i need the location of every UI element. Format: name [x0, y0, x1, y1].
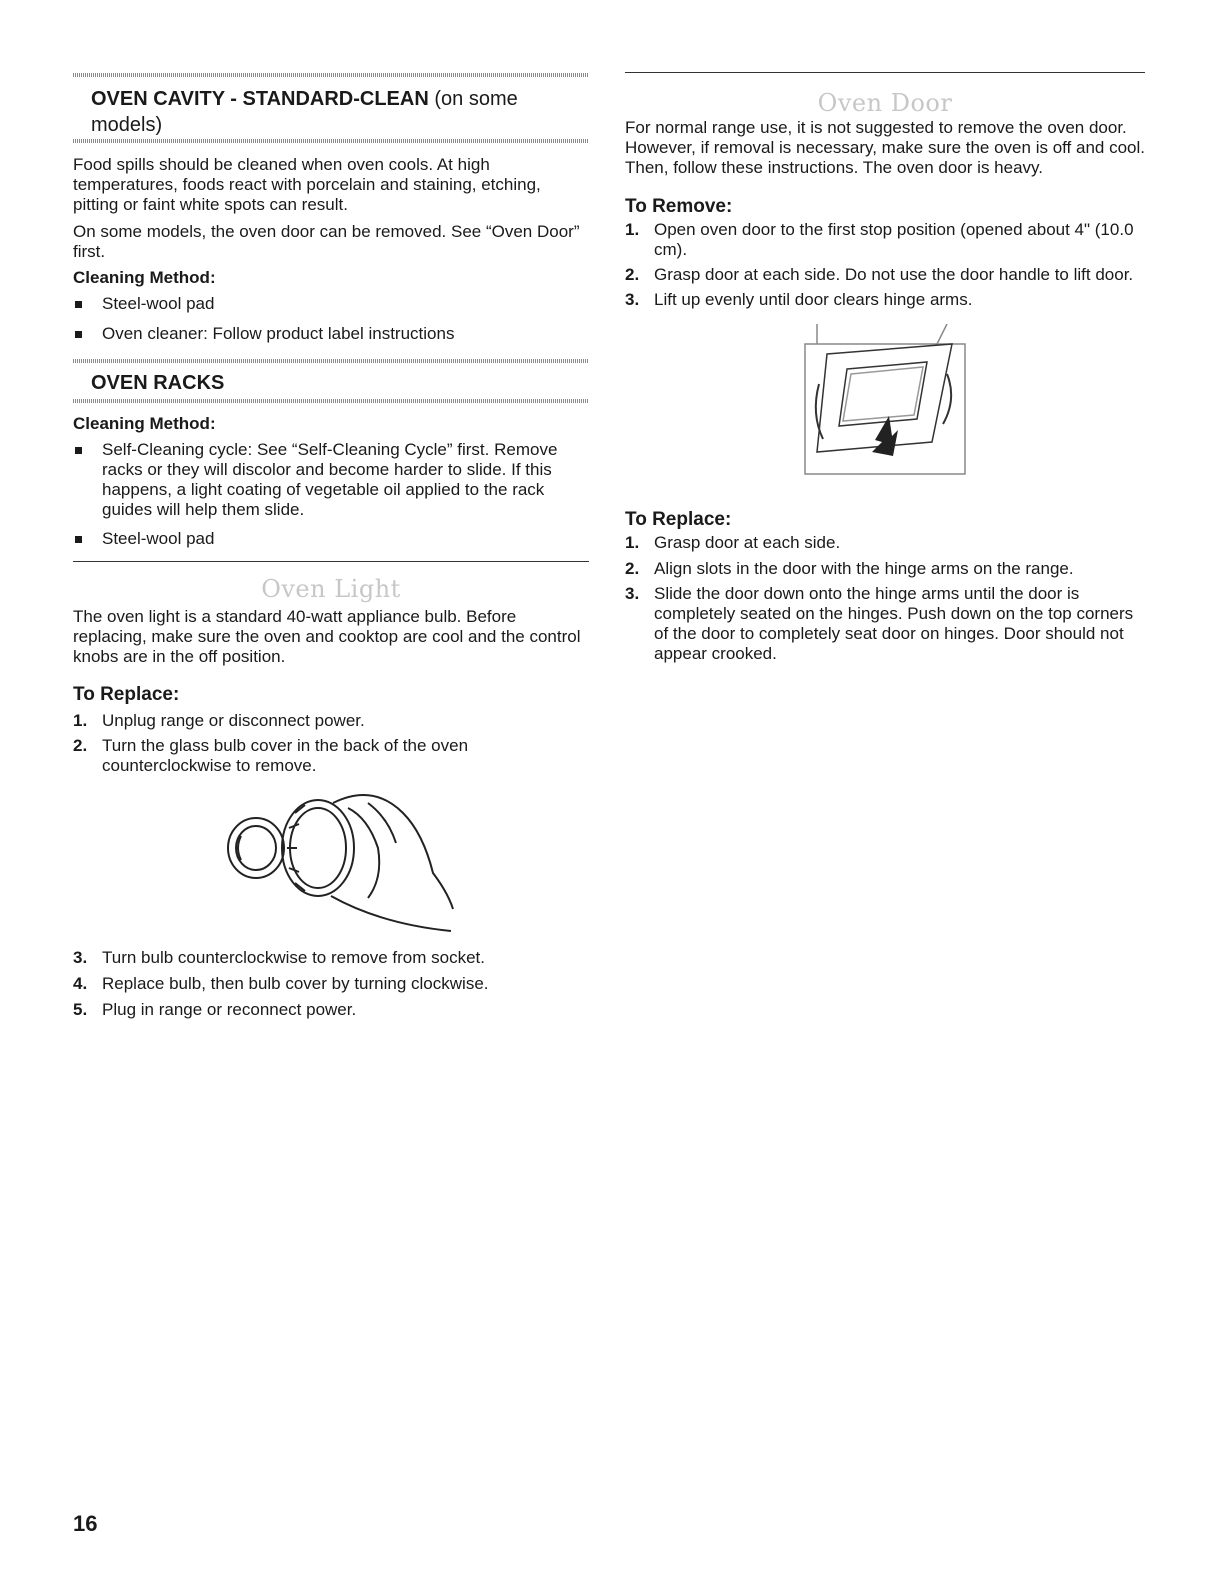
step-text: Unplug range or disconnect power.: [102, 711, 365, 730]
step-text: Replace bulb, then bulb cover by turning clockwise.: [102, 974, 489, 993]
list-item-text: Steel-wool pad: [102, 529, 215, 548]
left-column: [73, 0, 589, 1020]
right-column: [625, 0, 1145, 664]
paragraph: For normal range use, it is not suggested to remove the oven door. However, if removal is necessary, make sure the oven is off and cool. Then, follow these instructions. The oven door is heavy.: [625, 118, 1146, 177]
subheading: Cleaning Method:: [73, 414, 216, 433]
step-number: 2.: [625, 559, 640, 578]
section-title-text: OVEN CAVITY - STANDARD-CLEAN: [91, 88, 429, 110]
step-text: Slide the door down onto the hinge arms until the door is completely seated on the hinges. Push down on the top corners of the door to completely seat door on hinges. Door should not appear crooked.: [654, 584, 1134, 663]
subheading: Cleaning Method:: [73, 268, 216, 287]
list-item: [625, 533, 1145, 553]
list-item-text: Oven cleaner: Follow product label instructions: [102, 324, 455, 343]
step-text: Open oven door to the first stop position (opened about 4" (10.0 cm).: [654, 220, 1134, 259]
list-item: [625, 220, 1145, 260]
list-item: [73, 440, 589, 520]
subheading: To Replace:: [625, 509, 732, 530]
step-text: Grasp door at each side.: [654, 533, 841, 552]
section-title-oven-door: Oven Door: [817, 89, 953, 117]
step-text: Turn the glass bulb cover in the back of the oven counterclockwise to remove.: [102, 736, 469, 775]
section-divider: [73, 399, 589, 403]
list-item: [73, 736, 589, 776]
paragraph: The oven light is a standard 40-watt appliance bulb. Before replacing, make sure the oven and cooktop are cool and the control knobs are in the off position.: [73, 607, 581, 666]
bullet-icon: [75, 536, 82, 543]
list-item: [73, 948, 589, 968]
list-item: [73, 324, 589, 344]
page-number: 16: [73, 1511, 98, 1536]
list-item: [73, 1000, 589, 1020]
bullet-icon: [75, 447, 82, 454]
step-text: Align slots in the door with the hinge arms on the range.: [654, 559, 1074, 578]
list-item-text: Self-Cleaning cycle: See “Self-Cleaning Cycle” first. Remove racks or they will discolor and become harder to slide. If this happens, a light coating of vegetable oil applied to the rack guides will help them slide.: [102, 440, 558, 519]
step-number: 2.: [625, 265, 640, 284]
list-item: [73, 294, 589, 314]
step-number: 1.: [625, 220, 640, 239]
section-title-oven-light: Oven Light: [261, 575, 401, 603]
list-item-text: Steel-wool pad: [102, 294, 215, 313]
list-item: [625, 265, 1145, 285]
step-text: Lift up evenly until door clears hinge arms.: [654, 290, 973, 309]
list-item: [625, 584, 1145, 664]
subheading: To Remove:: [625, 196, 733, 217]
section-title-oven-racks: OVEN RACKS: [91, 372, 225, 394]
section-title-oven-cavity: [73, 86, 589, 138]
bullet-icon: [75, 301, 82, 308]
list-item: [73, 974, 589, 994]
step-number: 4.: [73, 974, 88, 993]
section-divider: [73, 359, 589, 363]
step-number: 1.: [73, 711, 88, 730]
step-number: 3.: [625, 584, 640, 603]
paragraph: Food spills should be cleaned when oven cools. At high temperatures, foods react with porcelain and staining, etching, pitting or faint white spots can result.: [73, 155, 541, 214]
oven-door-illustration: [797, 324, 977, 484]
bulb-cover-illustration: [223, 788, 483, 938]
section-rule: [73, 561, 589, 562]
step-number: 3.: [625, 290, 640, 309]
section-rule: [625, 72, 1145, 73]
step-number: 5.: [73, 1000, 88, 1019]
step-text: Plug in range or reconnect power.: [102, 1000, 357, 1019]
list-item: [73, 711, 589, 731]
step-number: 1.: [625, 533, 640, 552]
hand-icon: [333, 795, 453, 909]
subheading: To Replace:: [73, 684, 180, 705]
list-item: [625, 290, 1145, 310]
section-divider: [73, 73, 589, 77]
paragraph: On some models, the oven door can be removed. See “Oven Door” first.: [73, 222, 580, 261]
list-item: [625, 559, 1145, 579]
section-divider: [73, 139, 589, 143]
step-number: 3.: [73, 948, 88, 967]
list-item: [73, 529, 589, 549]
oven-frame-icon: [805, 344, 965, 474]
step-number: 2.: [73, 736, 88, 755]
step-text: Grasp door at each side. Do not use the door handle to lift door.: [654, 265, 1134, 284]
section-title-note: (on some models): [91, 88, 518, 136]
step-text: Turn bulb counterclockwise to remove from socket.: [102, 948, 485, 967]
bullet-icon: [75, 331, 82, 338]
